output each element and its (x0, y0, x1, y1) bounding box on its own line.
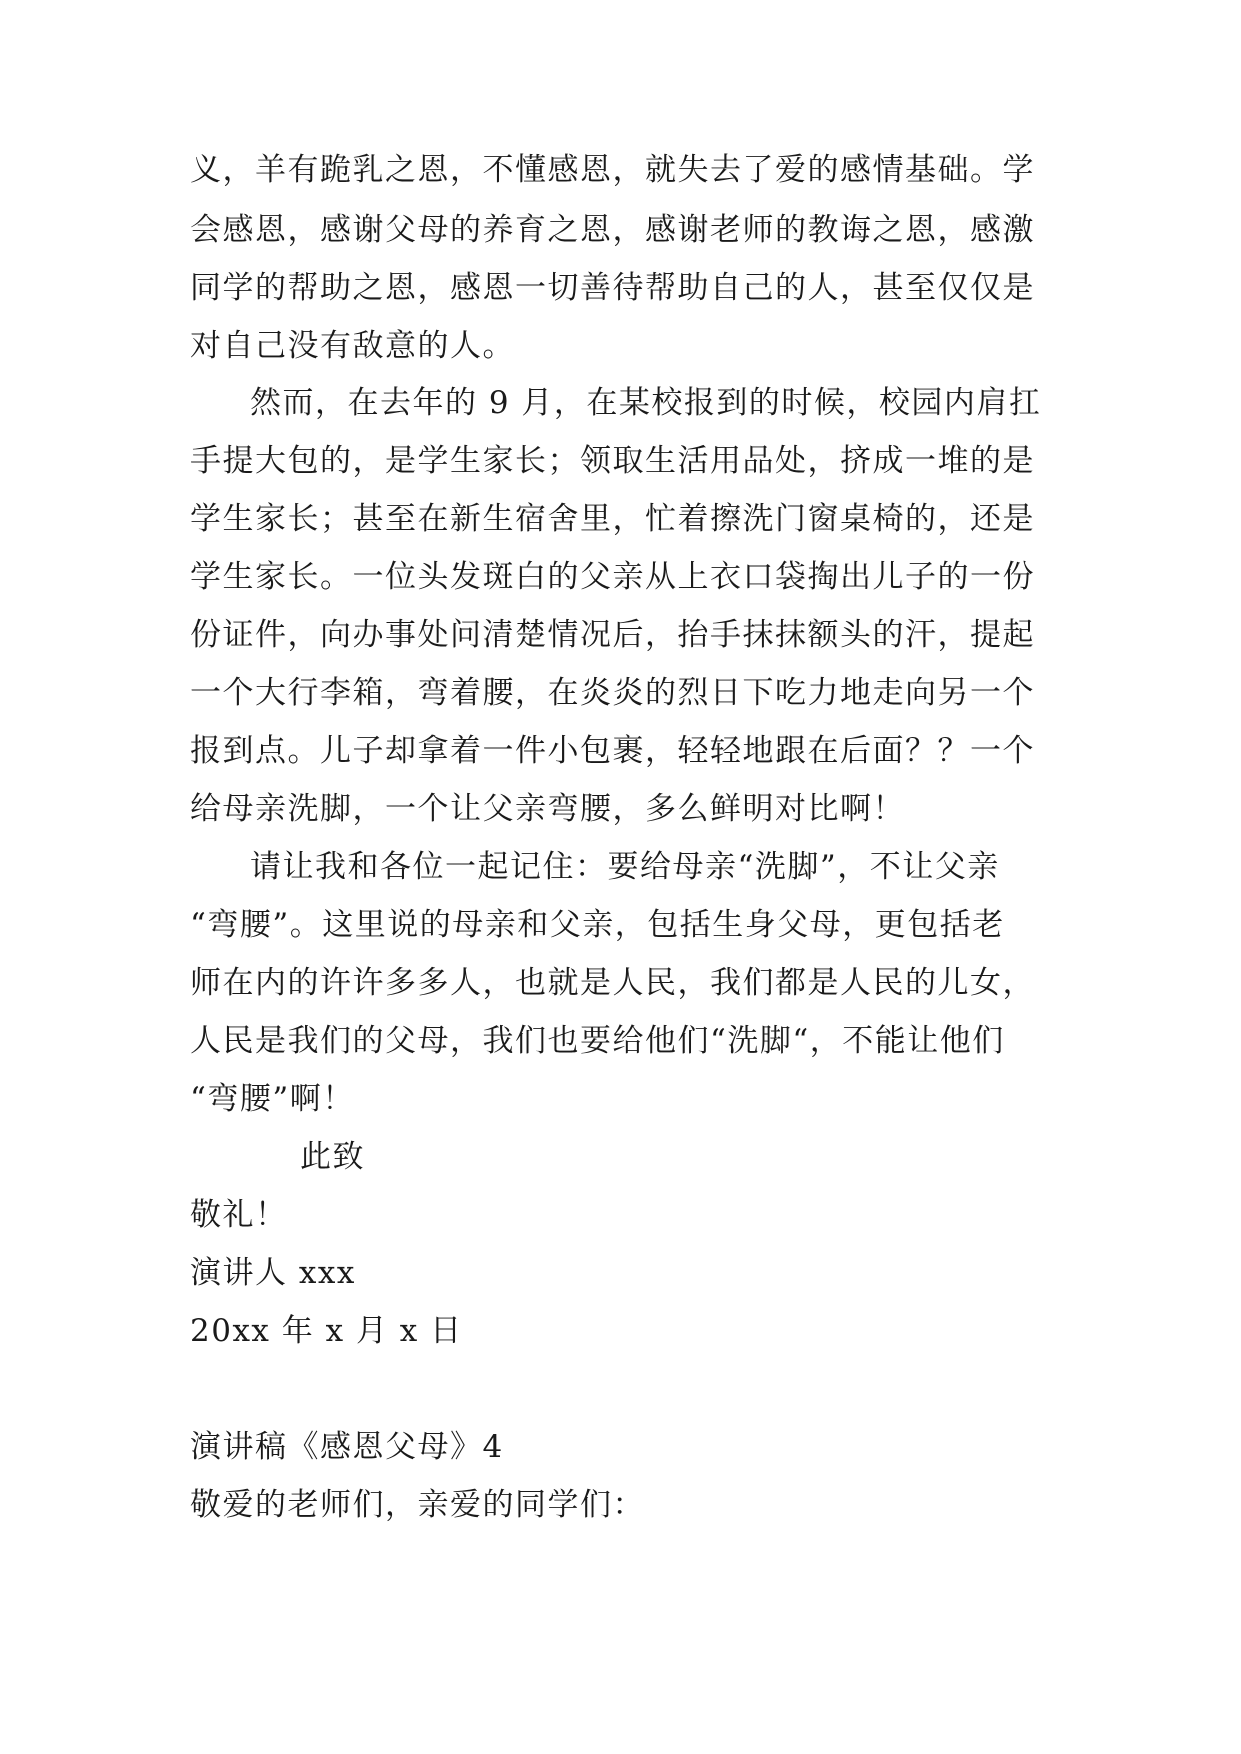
paragraph-line: 同学的帮助之恩，感恩一切善待帮助自己的人，甚至仅仅是 (190, 270, 1035, 306)
paragraph-line: 人民是我们的父母，我们也要给他们“洗脚“，不能让他们 (190, 1023, 1005, 1059)
greeting-line: 敬爱的老师们，亲爱的同学们： (190, 1487, 645, 1523)
paragraph-line: 师在内的许许多多人，也就是人民，我们都是人民的儿女， (190, 965, 1035, 1001)
paragraph-line: 会感恩，感谢父母的养育之恩，感谢老师的教诲之恩，感激 (190, 212, 1035, 248)
paragraph-line: 学生家长；甚至在新生宿舍里，忙着擦洗门窗桌椅的，还是 (190, 501, 1035, 537)
section-title: 演讲稿《感恩父母》4 (190, 1429, 504, 1465)
closing-salutation: 此致 (300, 1139, 365, 1175)
paragraph-line: 然而，在去年的 9 月，在某校报到的时候，校园内肩扛 (250, 385, 1042, 421)
paragraph-line: 报到点。儿子却拿着一件小包裹，轻轻地跟在后面？？一个 (190, 733, 1035, 769)
paragraph-line: 学生家长。一位头发斑白的父亲从上衣口袋掏出儿子的一份 (190, 559, 1035, 595)
paragraph-line: 对自己没有敌意的人。 (190, 328, 515, 364)
paragraph-line: 手提大包的，是学生家长；领取生活用品处，挤成一堆的是 (190, 443, 1035, 479)
paragraph-line: “弯腰”啊！ (190, 1081, 355, 1117)
paragraph-line: 一个大行李箱，弯着腰，在炎炎的烈日下吃力地走向另一个 (190, 675, 1035, 711)
paragraph-line: “弯腰”。这里说的母亲和父亲，包括生身父母，更包括老 (190, 907, 1005, 943)
speaker-signature: 演讲人 xxx (190, 1255, 356, 1291)
paragraph-line: 份证件，向办事处问清楚情况后，抬手抹抹额头的汗，提起 (190, 617, 1035, 653)
closing-regards: 敬礼！ (190, 1197, 288, 1233)
date-line: 20xx 年 x 月 x 日 (190, 1313, 463, 1349)
paragraph-line: 义，羊有跪乳之恩，不懂感恩，就失去了爱的感情基础。学 (190, 152, 1035, 188)
paragraph-line: 请让我和各位一起记住：要给母亲“洗脚”，不让父亲 (250, 849, 1000, 885)
paragraph-line: 给母亲洗脚，一个让父亲弯腰，多么鲜明对比啊！ (190, 791, 905, 827)
